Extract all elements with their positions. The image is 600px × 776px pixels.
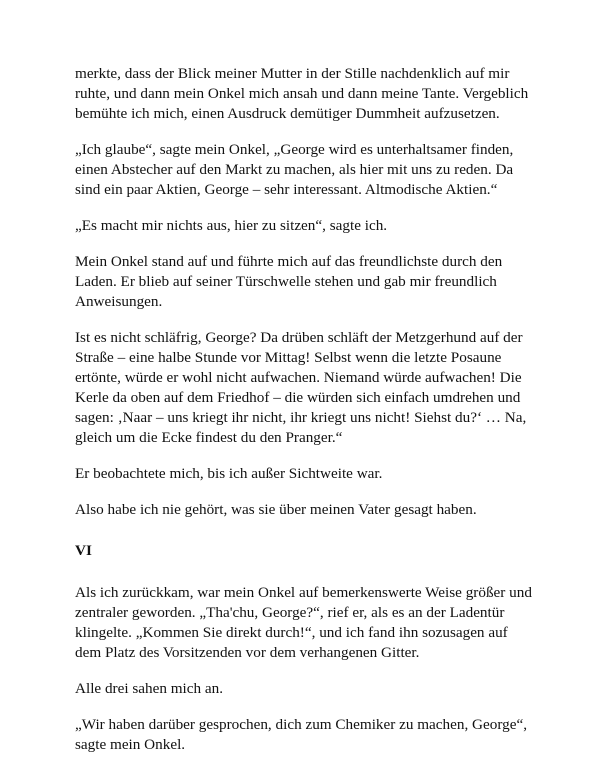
paragraph: Also habe ich nie gehört, was sie über meinen Vater gesagt haben. (75, 501, 477, 518)
chapter-heading: VI (75, 542, 92, 559)
document-page (75, 64, 535, 771)
paragraph: Als ich zurückkam, war mein Onkel auf bemerkenswerte Weise größer und zentraler geworden. „Tha'chu, George?“, rief er, als es an der Ladentür klingelte. „Kommen Sie direkt durch!“, und ich fand ihn sozusagen auf dem Platz des Vorsitzenden vor dem verhangenen Gitter. (75, 584, 532, 661)
paragraph: merkte, dass der Blick meiner Mutter in der Stille nachdenklich auf mir ruhte, und dann mein Onkel mich ansah und dann meine Tante. Vergeblich bemühte ich mich, einen Ausdruck demütiger Dummheit aufzusetzen. (75, 65, 529, 122)
paragraph: Ist es nicht schläfrig, George? Da drüben schläft der Metzgerhund auf der Straße – eine halbe Stunde vor Mittag! Selbst wenn die letzte Posaune ertönte, würde er wohl nicht aufwachen. Niemand würde aufwachen! Die Kerle da oben auf dem Friedhof – die würden sich einfach umdrehen und sagen: ‚Naar – uns kriegt ihr nicht, ihr kriegt uns nicht! Siehst du?‘ … Na, gleich um die Ecke findest du den Pranger.“ (75, 329, 527, 446)
paragraph: „Es macht mir nichts aus, hier zu sitzen“, sagte ich. (75, 217, 388, 234)
paragraph: Mein Onkel stand auf und führte mich auf das freundlichste durch den Laden. Er blieb auf seiner Türschwelle stehen und gab mir freundlich Anweisungen. (75, 253, 503, 310)
paragraph: „Wir haben darüber gesprochen, dich zum Chemiker zu machen, George“, sagte mein Onkel. (75, 716, 528, 753)
paragraph: Er beobachtete mich, bis ich außer Sichtweite war. (75, 465, 383, 482)
paragraph: Alle drei sahen mich an. (75, 680, 224, 697)
paragraph: „Ich glaube“, sagte mein Onkel, „George wird es unterhaltsamer finden, einen Abstecher auf den Markt zu machen, als hier mit uns zu reden. Da sind ein paar Aktien, George – sehr interessant. Altmodische Aktien.“ (75, 141, 514, 198)
